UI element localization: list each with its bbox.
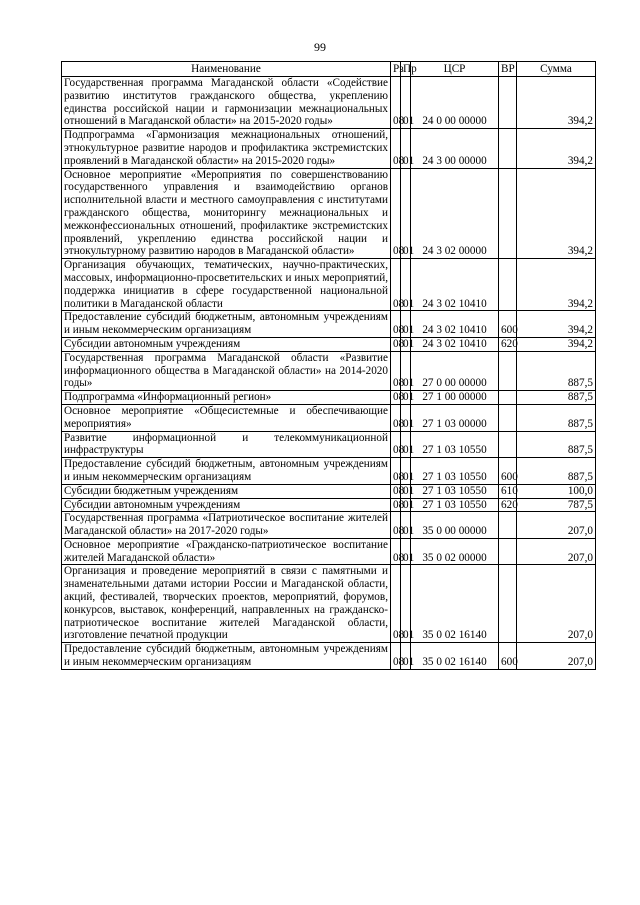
row-csr: 27 0 00 00000 bbox=[411, 351, 499, 390]
row-pr: 01 bbox=[401, 512, 411, 539]
row-csr: 24 3 02 10410 bbox=[411, 311, 499, 338]
row-csr: 27 1 03 10550 bbox=[411, 431, 499, 458]
table-row bbox=[62, 351, 596, 390]
page-number: 99 bbox=[314, 40, 326, 54]
row-name: Основное мероприятие «Общесистемные и обеспечивающие мероприятия» bbox=[62, 404, 391, 431]
row-rz: 08 bbox=[391, 498, 401, 512]
header-rz: Рз bbox=[391, 62, 401, 77]
row-vr bbox=[499, 404, 517, 431]
row-pr: 01 bbox=[401, 458, 411, 485]
row-name: Субсидии автономным учреждениям bbox=[62, 498, 391, 512]
row-rz: 08 bbox=[391, 77, 401, 129]
table-row bbox=[62, 512, 596, 539]
table-header-row bbox=[62, 62, 596, 77]
row-pr: 01 bbox=[401, 431, 411, 458]
row-rz: 08 bbox=[391, 337, 401, 351]
row-rz: 08 bbox=[391, 168, 401, 259]
row-pr: 01 bbox=[401, 351, 411, 390]
row-vr bbox=[499, 168, 517, 259]
row-vr bbox=[499, 77, 517, 129]
table-row bbox=[62, 484, 596, 498]
row-vr: 600 bbox=[499, 643, 517, 670]
row-csr: 27 1 03 10550 bbox=[411, 498, 499, 512]
row-vr bbox=[499, 259, 517, 311]
header-sum: Сумма bbox=[517, 62, 596, 77]
table-row bbox=[62, 404, 596, 431]
row-rz: 08 bbox=[391, 431, 401, 458]
row-pr: 01 bbox=[401, 484, 411, 498]
row-vr bbox=[499, 538, 517, 565]
row-rz: 08 bbox=[391, 565, 401, 643]
row-name: Основное мероприятие «Гражданско-патриотическое воспитание жителей Магаданской области» bbox=[62, 538, 391, 565]
row-name: Развитие информационной и телекоммуникационной инфраструктуры bbox=[62, 431, 391, 458]
row-rz: 08 bbox=[391, 512, 401, 539]
row-name: Государственная программа Магаданской области «Содействие развитию институтов гражданского общества, укреплению единства российской нации и гармонизации межнациональных отношений в Магаданской области» на 2015-2020 годы» bbox=[62, 77, 391, 129]
row-rz: 08 bbox=[391, 129, 401, 168]
row-csr: 27 1 03 00000 bbox=[411, 404, 499, 431]
budget-table bbox=[61, 61, 596, 670]
row-sum: 394,2 bbox=[517, 129, 596, 168]
row-name: Подпрограмма «Информационный регион» bbox=[62, 391, 391, 405]
row-name: Государственная программа Магаданской области «Развитие информационного общества в Магаданской области» на 2014-2020 годы» bbox=[62, 351, 391, 390]
row-pr: 01 bbox=[401, 77, 411, 129]
table-row bbox=[62, 565, 596, 643]
row-rz: 08 bbox=[391, 311, 401, 338]
row-csr: 35 0 02 16140 bbox=[411, 565, 499, 643]
row-name: Субсидии автономным учреждениям bbox=[62, 337, 391, 351]
row-csr: 35 0 02 00000 bbox=[411, 538, 499, 565]
row-csr: 24 3 02 00000 bbox=[411, 168, 499, 259]
row-pr: 01 bbox=[401, 498, 411, 512]
row-csr: 35 0 00 00000 bbox=[411, 512, 499, 539]
row-rz: 08 bbox=[391, 538, 401, 565]
row-vr bbox=[499, 565, 517, 643]
table-row bbox=[62, 311, 596, 338]
row-vr: 620 bbox=[499, 337, 517, 351]
row-vr: 600 bbox=[499, 458, 517, 485]
row-csr: 24 3 02 10410 bbox=[411, 337, 499, 351]
row-csr: 24 3 02 10410 bbox=[411, 259, 499, 311]
row-pr: 01 bbox=[401, 129, 411, 168]
table-row bbox=[62, 431, 596, 458]
row-sum: 394,2 bbox=[517, 77, 596, 129]
header-vr: ВР bbox=[499, 62, 517, 77]
row-name: Предоставление субсидий бюджетным, автономным учреждениям и иным некоммерческим организациям bbox=[62, 643, 391, 670]
row-csr: 24 0 00 00000 bbox=[411, 77, 499, 129]
row-sum: 207,0 bbox=[517, 643, 596, 670]
row-sum: 207,0 bbox=[517, 565, 596, 643]
row-pr: 01 bbox=[401, 168, 411, 259]
row-sum: 394,2 bbox=[517, 259, 596, 311]
row-name: Субсидии бюджетным учреждениям bbox=[62, 484, 391, 498]
table-row bbox=[62, 337, 596, 351]
row-pr: 01 bbox=[401, 565, 411, 643]
row-sum: 394,2 bbox=[517, 168, 596, 259]
row-sum: 207,0 bbox=[517, 512, 596, 539]
row-pr: 01 bbox=[401, 391, 411, 405]
header-pr: Пр bbox=[401, 62, 411, 77]
table-row bbox=[62, 77, 596, 129]
row-sum: 394,2 bbox=[517, 337, 596, 351]
row-vr bbox=[499, 431, 517, 458]
row-vr bbox=[499, 129, 517, 168]
row-sum: 100,0 bbox=[517, 484, 596, 498]
row-vr: 600 bbox=[499, 311, 517, 338]
row-name: Основное мероприятие «Мероприятия по совершенствованию государственного управления и взаимодействию органов исполнительной власти и местного самоуправления с институтами гражданского общества, мониторингу межнациональных и межконфессиональных отношений, профилактике экстремистских проявлений, укреплению единства российской нации и этнокультурному развитию народов в Магаданской области» bbox=[62, 168, 391, 259]
row-rz: 08 bbox=[391, 404, 401, 431]
row-pr: 01 bbox=[401, 259, 411, 311]
row-sum: 887,5 bbox=[517, 458, 596, 485]
header-csr: ЦСР bbox=[411, 62, 499, 77]
row-rz: 08 bbox=[391, 391, 401, 405]
row-rz: 08 bbox=[391, 484, 401, 498]
row-csr: 35 0 02 16140 bbox=[411, 643, 499, 670]
table-row bbox=[62, 643, 596, 670]
row-sum: 887,5 bbox=[517, 351, 596, 390]
row-pr: 01 bbox=[401, 643, 411, 670]
row-name: Организация обучающих, тематических, научно-практических, массовых, информационно-просветительских и иных мероприятий, поддержка инициатив в сфере государственной национальной политики в Магаданской области bbox=[62, 259, 391, 311]
row-rz: 08 bbox=[391, 259, 401, 311]
row-csr: 27 1 03 10550 bbox=[411, 458, 499, 485]
row-pr: 01 bbox=[401, 337, 411, 351]
row-name: Предоставление субсидий бюджетным, автономным учреждениям и иным некоммерческим организациям bbox=[62, 458, 391, 485]
row-vr: 610 bbox=[499, 484, 517, 498]
row-rz: 08 bbox=[391, 458, 401, 485]
row-pr: 01 bbox=[401, 311, 411, 338]
row-vr bbox=[499, 512, 517, 539]
row-csr: 24 3 00 00000 bbox=[411, 129, 499, 168]
table-row bbox=[62, 498, 596, 512]
row-vr bbox=[499, 351, 517, 390]
row-sum: 887,5 bbox=[517, 404, 596, 431]
table-row bbox=[62, 259, 596, 311]
row-sum: 207,0 bbox=[517, 538, 596, 565]
row-vr: 620 bbox=[499, 498, 517, 512]
row-rz: 08 bbox=[391, 643, 401, 670]
row-name: Подпрограмма «Гармонизация межнациональных отношений, этнокультурное развитие народов и профилактика экстремистских проявлений в Магаданской области» на 2015-2020 годы» bbox=[62, 129, 391, 168]
table-row bbox=[62, 458, 596, 485]
table-row bbox=[62, 129, 596, 168]
table-row bbox=[62, 538, 596, 565]
row-vr bbox=[499, 391, 517, 405]
row-name: Государственная программа «Патриотическое воспитание жителей Магаданской области» на 2017-2020 годы» bbox=[62, 512, 391, 539]
row-name: Организация и проведение мероприятий в связи с памятными и знаменательными датами истории России и Магаданской области, акций, фестивалей, творческих проектов, мероприятий, форумов, конкурсов, выставок, конференций, направленных на гражданско-патриотическое воспитание жителей Магаданской области, изготовление печатной продукции bbox=[62, 565, 391, 643]
row-sum: 787,5 bbox=[517, 498, 596, 512]
row-csr: 27 1 03 10550 bbox=[411, 484, 499, 498]
header-name: Наименование bbox=[62, 62, 391, 77]
row-pr: 01 bbox=[401, 538, 411, 565]
row-pr: 01 bbox=[401, 404, 411, 431]
row-sum: 887,5 bbox=[517, 391, 596, 405]
row-csr: 27 1 00 00000 bbox=[411, 391, 499, 405]
row-sum: 394,2 bbox=[517, 311, 596, 338]
row-name: Предоставление субсидий бюджетным, автономным учреждениям и иным некоммерческим организациям bbox=[62, 311, 391, 338]
table-row bbox=[62, 391, 596, 405]
row-sum: 887,5 bbox=[517, 431, 596, 458]
row-rz: 08 bbox=[391, 351, 401, 390]
table-row bbox=[62, 168, 596, 259]
